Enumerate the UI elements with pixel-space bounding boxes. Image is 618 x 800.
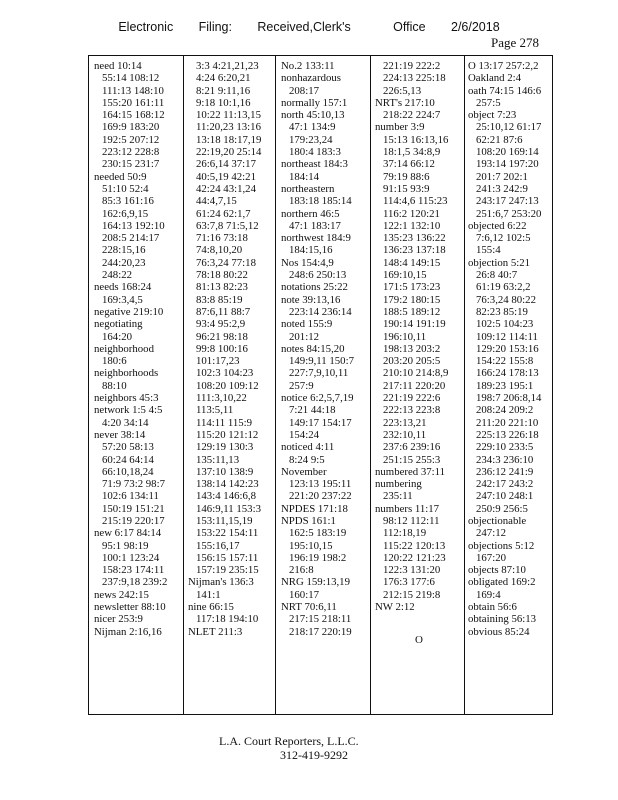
index-term: November (281, 465, 327, 478)
index-term: numbered 37:11 (375, 465, 446, 478)
index-reference: 156:15 157:11 (196, 551, 259, 564)
index-term: NRG 159:13,19 (281, 576, 350, 589)
index-reference: 10:22 11:13,15 (196, 109, 261, 122)
index-term: nine 66:15 (188, 601, 234, 614)
index-term: O 13:17 257:2,2 (468, 60, 539, 72)
index-reference: 208:17 (289, 84, 319, 97)
index-reference: 164:15 168:12 (102, 109, 165, 122)
index-reference: 25:10,12 61:17 (476, 121, 542, 134)
index-term: northeastern (281, 182, 335, 195)
footer-phone: 312-419-9292 (280, 748, 348, 762)
index-reference: 88:10 (102, 379, 127, 392)
index-reference: 149:9,11 150:7 (289, 355, 354, 368)
index-reference: 4:20 34:14 (102, 416, 149, 429)
index-term: NW 2:12 (375, 601, 415, 614)
index-column-5 (468, 60, 556, 638)
index-reference: 100:1 123:24 (102, 551, 160, 564)
index-reference: 146:9,11 153:3 (196, 502, 261, 515)
index-term (375, 613, 463, 625)
index-reference: 102:5 104:23 (476, 318, 534, 331)
index-term: numbering (375, 478, 422, 491)
index-reference: 81:13 82:23 (196, 281, 248, 294)
index-reference: 26:6,14 37:17 (196, 158, 256, 171)
index-column-1 (94, 60, 182, 638)
index-term: northwest 184:9 (281, 232, 351, 245)
index-reference: 237:6 239:16 (383, 441, 441, 454)
index-reference: 164:13 192:10 (102, 219, 165, 232)
index-reference: 154:22 155:8 (476, 355, 534, 368)
index-reference: 176:3 177:6 (383, 576, 435, 589)
index-reference: 15:13 16:13,16 (383, 133, 449, 146)
index-reference: 198:13 203:2 (383, 342, 441, 355)
index-term: notations 25:22 (281, 281, 348, 294)
index-reference: 167:20 (476, 551, 506, 564)
index-reference: 251:6,7 253:20 (476, 207, 542, 220)
index-reference: 226:5,13 (383, 84, 422, 97)
index-reference: 150:19 151:21 (102, 502, 165, 515)
index-reference: 116:2 120:21 (383, 207, 440, 220)
index-reference: 83:8 85:19 (196, 293, 243, 306)
index-reference: 192:5 207:12 (102, 133, 160, 146)
index-reference: 135:11,13 (196, 453, 240, 466)
index-reference: 9:18 10:1,16 (196, 96, 251, 109)
index-reference: 155:20 161:11 (102, 96, 165, 109)
index-term: negative 219:10 (94, 305, 164, 318)
index-reference: 18:1,5 34:8,9 (383, 146, 441, 159)
index-reference: 87:6,11 88:7 (196, 305, 251, 318)
index-term: neighborhoods (94, 367, 159, 380)
index-term: needed 50:9 (94, 170, 147, 183)
index-reference: 184:15,16 (289, 244, 333, 257)
column-divider (370, 56, 371, 714)
index-term: normally 157:1 (281, 96, 348, 109)
index-reference: 122:3 131:20 (383, 564, 441, 577)
footer-company: L.A. Court Reporters, L.L.C. (219, 734, 359, 748)
index-reference: 242:17 243:2 (476, 478, 534, 491)
index-reference: 210:10 214:8,9 (383, 367, 449, 380)
index-reference: 230:15 231:7 (102, 158, 160, 171)
index-term: obligated 169:2 (468, 576, 536, 589)
index-reference: 47:1 134:9 (289, 121, 336, 134)
index-reference: 60:24 64:14 (102, 453, 154, 466)
index-reference: 208:24 209:2 (476, 404, 534, 417)
index-reference: 157:19 235:15 (196, 564, 259, 577)
index-reference: 179:2 180:15 (383, 293, 441, 306)
index-term: negotiating (94, 318, 143, 331)
column-divider (183, 56, 184, 714)
index-reference: 217:11 220:20 (383, 379, 446, 392)
index-reference: 71:9 73:2 98:7 (102, 478, 165, 491)
index-reference: 111:3,10,22 (196, 392, 247, 405)
index-reference: 229:10 233:5 (476, 441, 534, 454)
index-reference: 160:17 (289, 588, 319, 601)
index-reference: 154:24 (289, 428, 319, 441)
index-reference: 8:24 9:5 (289, 453, 325, 466)
index-reference: 71:16 73:18 (196, 232, 248, 245)
index-reference: 218:22 224:7 (383, 109, 441, 122)
index-reference: 236:12 241:9 (476, 465, 534, 478)
index-term: need 10:14 (94, 60, 142, 72)
index-reference: 189:23 195:1 (476, 379, 534, 392)
index-reference: 114:4,6 115:23 (383, 195, 448, 208)
index-term: news 242:15 (94, 588, 149, 601)
index-reference: 201:12 (289, 330, 319, 343)
index-reference: 257:9 (289, 379, 314, 392)
index-reference: 95:1 98:19 (102, 539, 149, 552)
index-reference: 61:19 63:2,2 (476, 281, 531, 294)
index-reference: 85:3 161:16 (102, 195, 154, 208)
index-column-4 (375, 60, 463, 646)
index-reference: 57:20 58:13 (102, 441, 154, 454)
index-reference: 243:17 247:13 (476, 195, 539, 208)
index-reference: 7:21 44:18 (289, 404, 336, 417)
index-reference: 211:20 221:10 (476, 416, 539, 429)
index-term: never 38:14 (94, 428, 146, 441)
index-reference: 129:19 130:3 (196, 441, 254, 454)
index-reference: 99:8 100:16 (196, 342, 248, 355)
index-reference: 232:10,11 (383, 428, 427, 441)
index-reference: 111:13 148:10 (102, 84, 164, 97)
index-reference: 112:18,19 (383, 527, 427, 540)
index-reference: 223:14 236:14 (289, 305, 352, 318)
index-reference: 221:19 222:2 (383, 60, 441, 72)
index-term: objects 87:10 (468, 564, 526, 577)
index-reference: 221:20 237:22 (289, 490, 352, 503)
index-term: neighborhood (94, 342, 154, 355)
index-reference: 108:20 169:14 (476, 146, 539, 159)
index-reference: 179:23,24 (289, 133, 333, 146)
index-reference: 169:10,15 (383, 269, 427, 282)
index-reference: 76:3,24 77:18 (196, 256, 256, 269)
index-reference: 153:11,15,19 (196, 514, 253, 527)
index-term: nicer 253:9 (94, 613, 143, 626)
index-term: oath 74:15 146:6 (468, 84, 542, 97)
index-reference: 247:10 248:1 (476, 490, 534, 503)
index-reference: 135:23 136:22 (383, 232, 446, 245)
index-reference: 153:22 154:11 (196, 527, 259, 540)
index-reference: 155:4 (476, 244, 501, 257)
index-term: No.2 133:11 (281, 60, 335, 72)
index-term: number 3:9 (375, 121, 425, 134)
index-reference: 221:19 222:6 (383, 392, 441, 405)
index-reference: 201:7 202:1 (476, 170, 528, 183)
index-reference: 196:19 198:2 (289, 551, 347, 564)
index-term: noticed 4:11 (281, 441, 335, 454)
index-reference: 143:4 146:6,8 (196, 490, 256, 503)
index-reference: 7:6,12 102:5 (476, 232, 531, 245)
index-reference: 137:10 138:9 (196, 465, 254, 478)
index-reference: 228:15,16 (102, 244, 146, 257)
index-reference: 47:1 183:17 (289, 219, 341, 232)
index-reference: 169:3,4,5 (102, 293, 143, 306)
index-term: new 6:17 84:14 (94, 527, 162, 540)
index-reference: 195:10,15 (289, 539, 333, 552)
index-reference: 40:5,19 42:21 (196, 170, 256, 183)
index-reference: 109:12 114:11 (476, 330, 538, 343)
index-reference: 113:5,11 (196, 404, 234, 417)
index-reference: 114:11 115:9 (196, 416, 253, 429)
index-term: NRT 70:6,11 (281, 601, 337, 614)
index-term: obtaining 56:13 (468, 613, 537, 626)
index-term: Nijman's 136:3 (188, 576, 254, 589)
index-reference: 162:5 183:19 (289, 527, 347, 540)
index-reference: 98:12 112:11 (383, 514, 440, 527)
index-term: nonhazardous (281, 72, 341, 85)
index-reference: 198:7 206:8,14 (476, 392, 542, 405)
index-reference: 169:9 183:20 (102, 121, 160, 134)
index-reference: 164:20 (102, 330, 132, 343)
index-reference: 241:3 242:9 (476, 182, 528, 195)
index-reference: 22:19,20 25:14 (196, 146, 262, 159)
index-reference: 74:8,10,20 (196, 244, 243, 257)
index-reference: 225:13 226:18 (476, 428, 539, 441)
index-reference: 216:8 (289, 564, 314, 577)
index-term: objections 5:12 (468, 539, 535, 552)
index-reference: 188:5 189:12 (383, 305, 441, 318)
index-column-3 (281, 60, 369, 638)
index-term: NPDES 171:18 (281, 502, 348, 515)
index-reference: 55:14 108:12 (102, 72, 160, 85)
index-reference: 196:10,11 (383, 330, 427, 343)
index-reference: 4:24 6:20,21 (196, 72, 251, 85)
index-reference: 180:4 183:3 (289, 146, 341, 159)
index-reference: 149:17 154:17 (289, 416, 352, 429)
index-reference: 63:7,8 71:5,12 (196, 219, 259, 232)
index-reference: 129:20 153:16 (476, 342, 539, 355)
index-term: neighbors 45:3 (94, 392, 159, 405)
index-reference: 108:20 109:12 (196, 379, 259, 392)
index-reference: 166:24 178:13 (476, 367, 539, 380)
column-divider (464, 56, 465, 714)
index-reference: 120:22 121:23 (383, 551, 446, 564)
index-reference: 123:13 195:11 (289, 478, 352, 491)
index-term: Nos 154:4,9 (281, 256, 334, 269)
index-reference: 66:10,18,24 (102, 465, 154, 478)
index-term: notes 84:15,20 (281, 342, 345, 355)
index-reference: 155:16,17 (196, 539, 240, 552)
index-term: obvious 85:24 (468, 625, 530, 638)
index-reference: 227:7,9,10,11 (289, 367, 349, 380)
index-reference: 222:13 223:8 (383, 404, 441, 417)
index-term: network 1:5 4:5 (94, 404, 163, 417)
index-reference: 11:20,23 13:16 (196, 121, 261, 134)
index-reference: 215:19 220:17 (102, 514, 165, 527)
index-reference: 223:13,21 (383, 416, 427, 429)
index-reference: 162:6,9,15 (102, 207, 149, 220)
index-reference: 115:22 120:13 (383, 539, 446, 552)
index-term: Nijman 2:16,16 (94, 625, 162, 638)
index-term: northeast 184:3 (281, 158, 348, 171)
index-reference: 184:14 (289, 170, 319, 183)
index-reference: 218:17 220:19 (289, 625, 352, 638)
index-term: objected 6:22 (468, 219, 527, 232)
index-reference: 247:12 (476, 527, 506, 540)
index-reference: 102:3 104:23 (196, 367, 254, 380)
index-reference: 203:20 205:5 (383, 355, 441, 368)
index-term: object 7:23 (468, 109, 517, 122)
index-term: NPDS 161:1 (281, 514, 336, 527)
index-reference: 91:15 93:9 (383, 182, 430, 195)
index-reference: 82:23 85:19 (476, 305, 528, 318)
index-reference: 96:21 98:18 (196, 330, 248, 343)
index-term: notice 6:2,5,7,19 (281, 392, 354, 405)
index-reference: 61:24 62:1,7 (196, 207, 251, 220)
index-reference: 102:6 134:11 (102, 490, 159, 503)
index-reference: 42:24 43:1,24 (196, 182, 256, 195)
efiling-stamp: Electronic Filing: Received,Clerk's Office 2/6/2018 (118, 20, 500, 34)
index-reference: 248:6 250:13 (289, 269, 347, 282)
index-term: objection 5:21 (468, 256, 531, 269)
index-reference: 190:14 191:19 (383, 318, 446, 331)
index-reference: 8:21 9:11,16 (196, 84, 251, 97)
index-reference: 138:14 142:23 (196, 478, 259, 491)
index-reference: 148:4 149:15 (383, 256, 441, 269)
index-reference: 136:23 137:18 (383, 244, 446, 257)
index-reference: 212:15 219:8 (383, 588, 441, 601)
index-reference: 208:5 214:17 (102, 232, 160, 245)
index-reference: 26:8 40:7 (476, 269, 518, 282)
index-reference: 101:17,23 (196, 355, 240, 368)
index-reference: 141:1 (196, 588, 221, 601)
index-reference: 257:5 (476, 96, 501, 109)
index-reference: 223:12 228:8 (102, 146, 160, 159)
index-reference: 251:15 255:3 (383, 453, 441, 466)
index-reference: 79:19 88:6 (383, 170, 430, 183)
index-reference: 44:4,7,15 (196, 195, 237, 208)
index-term: north 45:10,13 (281, 109, 345, 122)
index-term: obtain 56:6 (468, 601, 517, 614)
index-reference: 183:18 185:14 (289, 195, 352, 208)
index-term: NLET 211:3 (188, 625, 243, 638)
index-term: noted 155:9 (281, 318, 333, 331)
index-reference: 193:14 197:20 (476, 158, 539, 171)
index-reference: 158:23 174:11 (102, 564, 165, 577)
index-term: newsletter 88:10 (94, 601, 166, 614)
index-term: NRT's 217:10 (375, 96, 435, 109)
index-term: northern 46:5 (281, 207, 340, 220)
index-reference: 37:14 66:12 (383, 158, 435, 171)
index-reference: 62:21 87:6 (476, 133, 523, 146)
index-term: Oakland 2:4 (468, 72, 522, 85)
index-term: numbers 11:17 (375, 502, 440, 515)
index-reference: 115:20 121:12 (196, 428, 259, 441)
index-reference: 234:3 236:10 (476, 453, 534, 466)
index-column-2 (188, 60, 276, 638)
index-reference: 235:11 (383, 490, 413, 503)
index-reference: 244:20,23 (102, 256, 146, 269)
index-reference: 180:6 (102, 355, 127, 368)
index-reference: 217:15 218:11 (289, 613, 352, 626)
index-reference: 93:4 95:2,9 (196, 318, 246, 331)
index-reference: 3:3 4:21,21,23 (196, 60, 259, 72)
index-reference: 224:13 225:18 (383, 72, 446, 85)
index-reference: 76:3,24 80:22 (476, 293, 536, 306)
index-reference: 51:10 52:4 (102, 182, 149, 195)
index-term: note 39:13,16 (281, 293, 341, 306)
index-reference: 117:18 194:10 (196, 613, 259, 626)
page-number: Page 278 (491, 35, 540, 50)
index-reference: 78:18 80:22 (196, 269, 248, 282)
index-term: objectionable (468, 514, 527, 527)
index-term: needs 168:24 (94, 281, 152, 294)
index-reference: 250:9 256:5 (476, 502, 528, 515)
section-letter: O (415, 633, 423, 646)
index-reference: 169:4 (476, 588, 501, 601)
index-reference: 237:9,18 239:2 (102, 576, 168, 589)
index-reference: 122:1 132:10 (383, 219, 441, 232)
index-reference: 248:22 (102, 269, 132, 282)
index-reference: 13:18 18:17,19 (196, 133, 262, 146)
index-reference: 171:5 173:23 (383, 281, 441, 294)
